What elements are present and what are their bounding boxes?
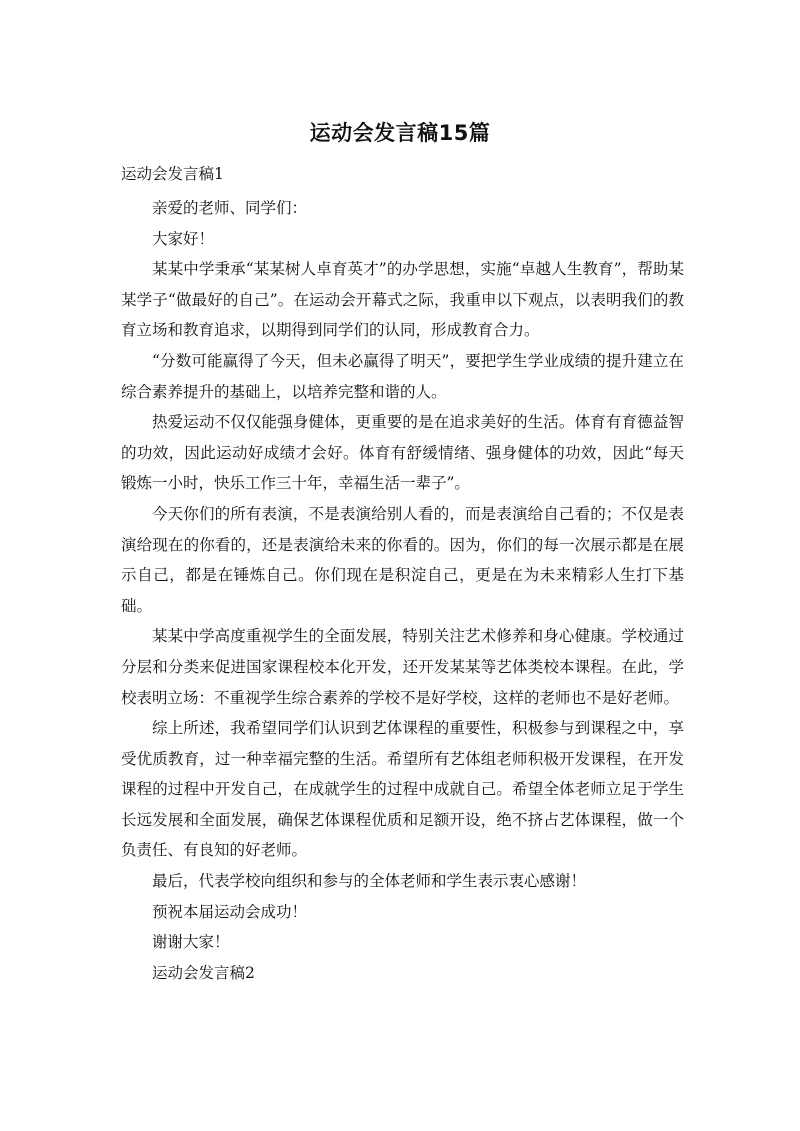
paragraph-thanks: 最后，代表学校向组织和参与的全体老师和学生表示衷心感谢！: [152, 872, 587, 891]
paragraph-scores-quote: “分数可能赢得了今天，但未必赢得了明天”，要把学生学业成绩的提升建立在综合素养提升的基础上，以培养完整和谐的人。: [121, 351, 684, 401]
document-title: 运动会发言稿15篇: [309, 121, 491, 145]
document-body: [121, 193, 684, 988]
paragraph-summary: 综上所述，我希望同学们认识到艺体课程的重要性，积极参与到课程之中，享受优质教育，过一种幸福完整的生活。希望所有艺体组老师积极开发课程，在开发课程的过程中开发自己，在成就学生的过程中成就自己。希望全体老师立足于学生长远发展和全面发展，确保艺体课程优质和足额开设，绝不挤占艺体课程，做一个负责任、有良知的好老师。: [121, 719, 684, 860]
paragraph-thank-you: 谢谢大家！: [152, 933, 230, 952]
section-heading: 运动会发言稿1: [121, 165, 224, 183]
paragraph-wish-success: 预祝本届运动会成功！: [152, 902, 308, 921]
paragraph-school-philosophy: 某某中学秉承“某某树人卓育英才”的办学思想，实施“卓越人生教育”，帮助某某学子“做最好的自己”。在运动会开幕式之际，我重申以下观点，以表明我们的教育立场和教育追求，以期得到同学们的认同，形成教育合力。: [121, 260, 684, 340]
paragraph-performance: 今天你们的所有表演，不是表演给别人看的，而是表演给自己看的；不仅是表演给现在的你看的，还是表演给未来的你看的。因为，你们的每一次展示都是在展示自己，都是在锤炼自己。你们现在是积淀自己，更是在为未来精彩人生打下基础。: [121, 504, 684, 615]
paragraph-all-round-development: 某某中学高度重视学生的全面发展，特别关注艺术修养和身心健康。学校通过分层和分类来促进国家课程校本化开发，还开发某某等艺体类校本课程。在此，学校表明立场：不重视学生综合素养的学校不是好学校，这样的老师也不是好老师。: [121, 627, 684, 707]
paragraph-greeting: 亲爱的老师、同学们：: [152, 199, 308, 217]
section-heading-2: 运动会发言稿2: [152, 963, 255, 982]
paragraph-hello: 大家好！: [152, 229, 215, 248]
paragraph-love-sports: 热爱运动不仅仅能强身健体，更重要的是在追求美好的生活。体育有育德益智的功效，因此运动好成绩才会好。体育有舒缓情绪、强身健体的功效，因此“每天锻炼一小时，快乐工作三十年，幸福生活一辈子”。: [121, 413, 684, 493]
